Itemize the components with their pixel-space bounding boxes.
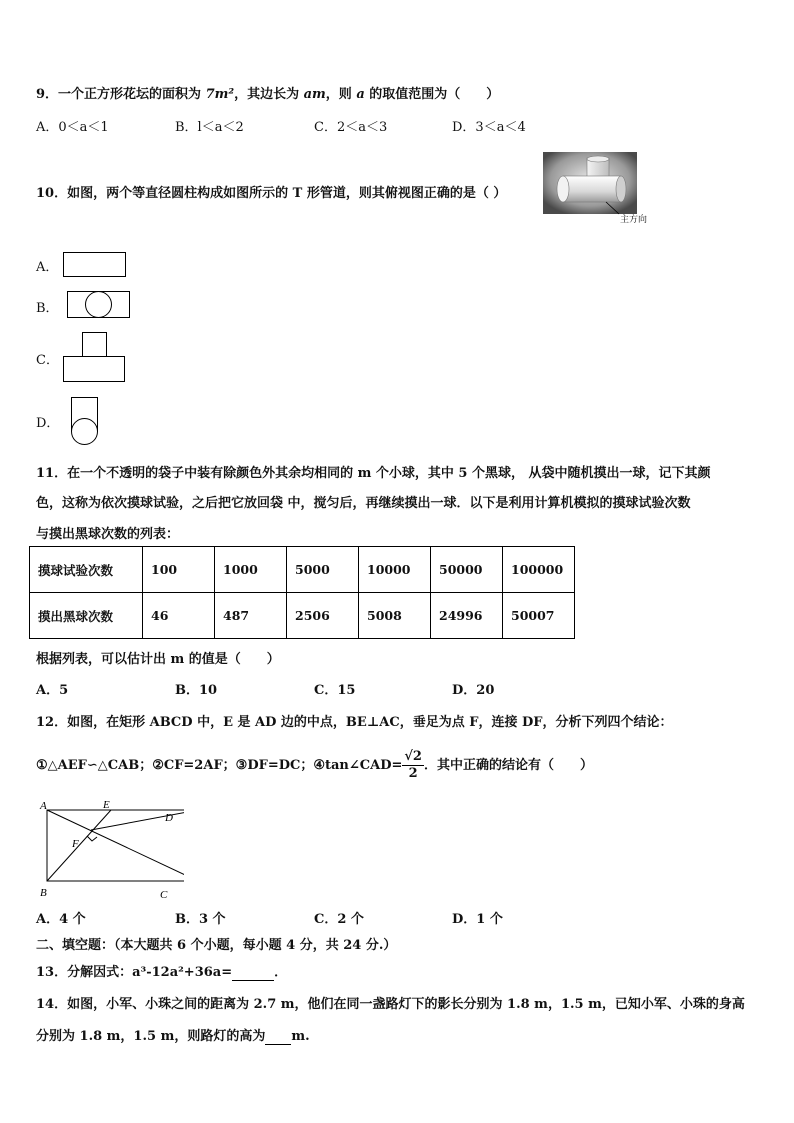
table-row (30, 593, 575, 639)
q11-option-c[interactable]: C．15 (314, 683, 356, 698)
option-d-figure[interactable] (68, 394, 104, 448)
option-c-figure[interactable] (60, 330, 130, 384)
q11-option-a[interactable]: A．5 (36, 683, 69, 698)
q13-stem: 13．分解因式：a³-12a²+36a= ． (36, 965, 288, 980)
table-cell: 46 (143, 593, 215, 639)
q11-option-d[interactable]: D．20 (452, 683, 495, 698)
q10-option-c[interactable]: C． (36, 353, 59, 368)
table-cell: 50000 (431, 547, 503, 593)
q9-option-c[interactable]: C．2＜a＜3 (314, 120, 388, 135)
q10-stem: 10．如图，两个等直径圆柱构成如图所示的 T 形管道，则其俯视图正确的是（ ） (36, 186, 507, 201)
table-cell: 10000 (359, 547, 431, 593)
label-f: F (72, 838, 79, 850)
label-e: E (103, 799, 110, 811)
q9-option-a[interactable]: A．0＜a＜1 (36, 120, 109, 135)
table-cell: 24996 (431, 593, 503, 639)
row-header: 摸球试验次数 (30, 547, 143, 593)
q14-line2: 分别为 1.8 m，1.5 m，则路灯的高为 m. (36, 1029, 310, 1044)
q9-stem: 9．一个正方形花坛的面积为 7m²，其边长为 am，则 a 的取值范围为（ ） (36, 87, 500, 102)
q14-line1: 14．如图，小军、小珠之间的距离为 2.7 m，他们在同一盏路灯下的影长分别为 1.8 m，1.5 m，已知小军、小珠的身高 (36, 997, 745, 1012)
q12-option-d[interactable]: D．1 个 (452, 912, 503, 927)
table-cell: 2506 (287, 593, 359, 639)
label-b: B (40, 887, 47, 899)
answer-blank[interactable] (265, 1029, 291, 1045)
q10-option-a[interactable]: A． (36, 260, 59, 275)
q10-option-b[interactable]: B． (36, 301, 59, 316)
sqrt2-over-2-fraction: $\frac{√2}{2}$ (404, 749, 422, 781)
table-cell: 5008 (359, 593, 431, 639)
q10-option-d[interactable]: D． (36, 416, 60, 431)
row-header: 摸出黑球次数 (30, 593, 143, 639)
q11-stem-line2: 色，这称为依次摸球试验，之后把它放回袋 中，搅匀后，再继续摸出一球．以下是利用计算机模拟的摸球试验次数 (36, 496, 691, 511)
table-cell: 50007 (503, 593, 575, 639)
table-cell: 5000 (287, 547, 359, 593)
label-c: C (160, 889, 168, 901)
q11-option-b[interactable]: B．10 (175, 683, 218, 698)
table-row (30, 547, 575, 593)
section-title: 二、填空题：（本大题共 6 个小题，每小题 4 分，共 24 分.） (36, 938, 397, 953)
table-cell: 100 (143, 547, 215, 593)
q12-option-c[interactable]: C．2 个 (314, 912, 364, 927)
q9-option-b[interactable]: B．l＜a＜2 (175, 120, 244, 135)
q12-option-a[interactable]: A．4 个 (36, 912, 86, 927)
answer-blank[interactable] (232, 965, 274, 981)
q11-stem-line1: 11．在一个不透明的袋子中装有除颜色外其余均相同的 m 个小球，其中 5 个黑球， 从袋中随机摸出一球，记下其颜 (36, 466, 711, 481)
table-cell: 487 (215, 593, 287, 639)
option-a-figure[interactable] (60, 249, 130, 281)
q12-option-b[interactable]: B．3 个 (175, 912, 226, 927)
q11-stem-line3: 与摸出黑球次数的列表： (36, 527, 180, 542)
photo-caption: 主方向 (620, 215, 648, 225)
option-b-figure[interactable] (64, 288, 134, 322)
q11-question: 根据列表，可以估计出 m 的值是（ ） (36, 652, 280, 667)
q12-conclusions: ①△AEF∽△CAB；②CF=2AF；③DF=DC；④tan∠CAD= $\frac{√2}{2}$ ．其中正确的结论有（ ） (36, 749, 593, 781)
trial-table (29, 546, 575, 639)
table-cell: 100000 (503, 547, 575, 593)
q12-stem: 12．如图，在矩形 ABCD 中，E 是 AD 边的中点，BE⊥AC，垂足为点 F，连接 DF，分析下列四个结论： (36, 715, 673, 730)
table-cell: 1000 (215, 547, 287, 593)
label-a: A (40, 800, 47, 812)
q9-option-d[interactable]: D．3＜a＜4 (452, 120, 526, 135)
rectangle-abcd-figure (34, 796, 184, 902)
label-d: D (165, 812, 173, 824)
